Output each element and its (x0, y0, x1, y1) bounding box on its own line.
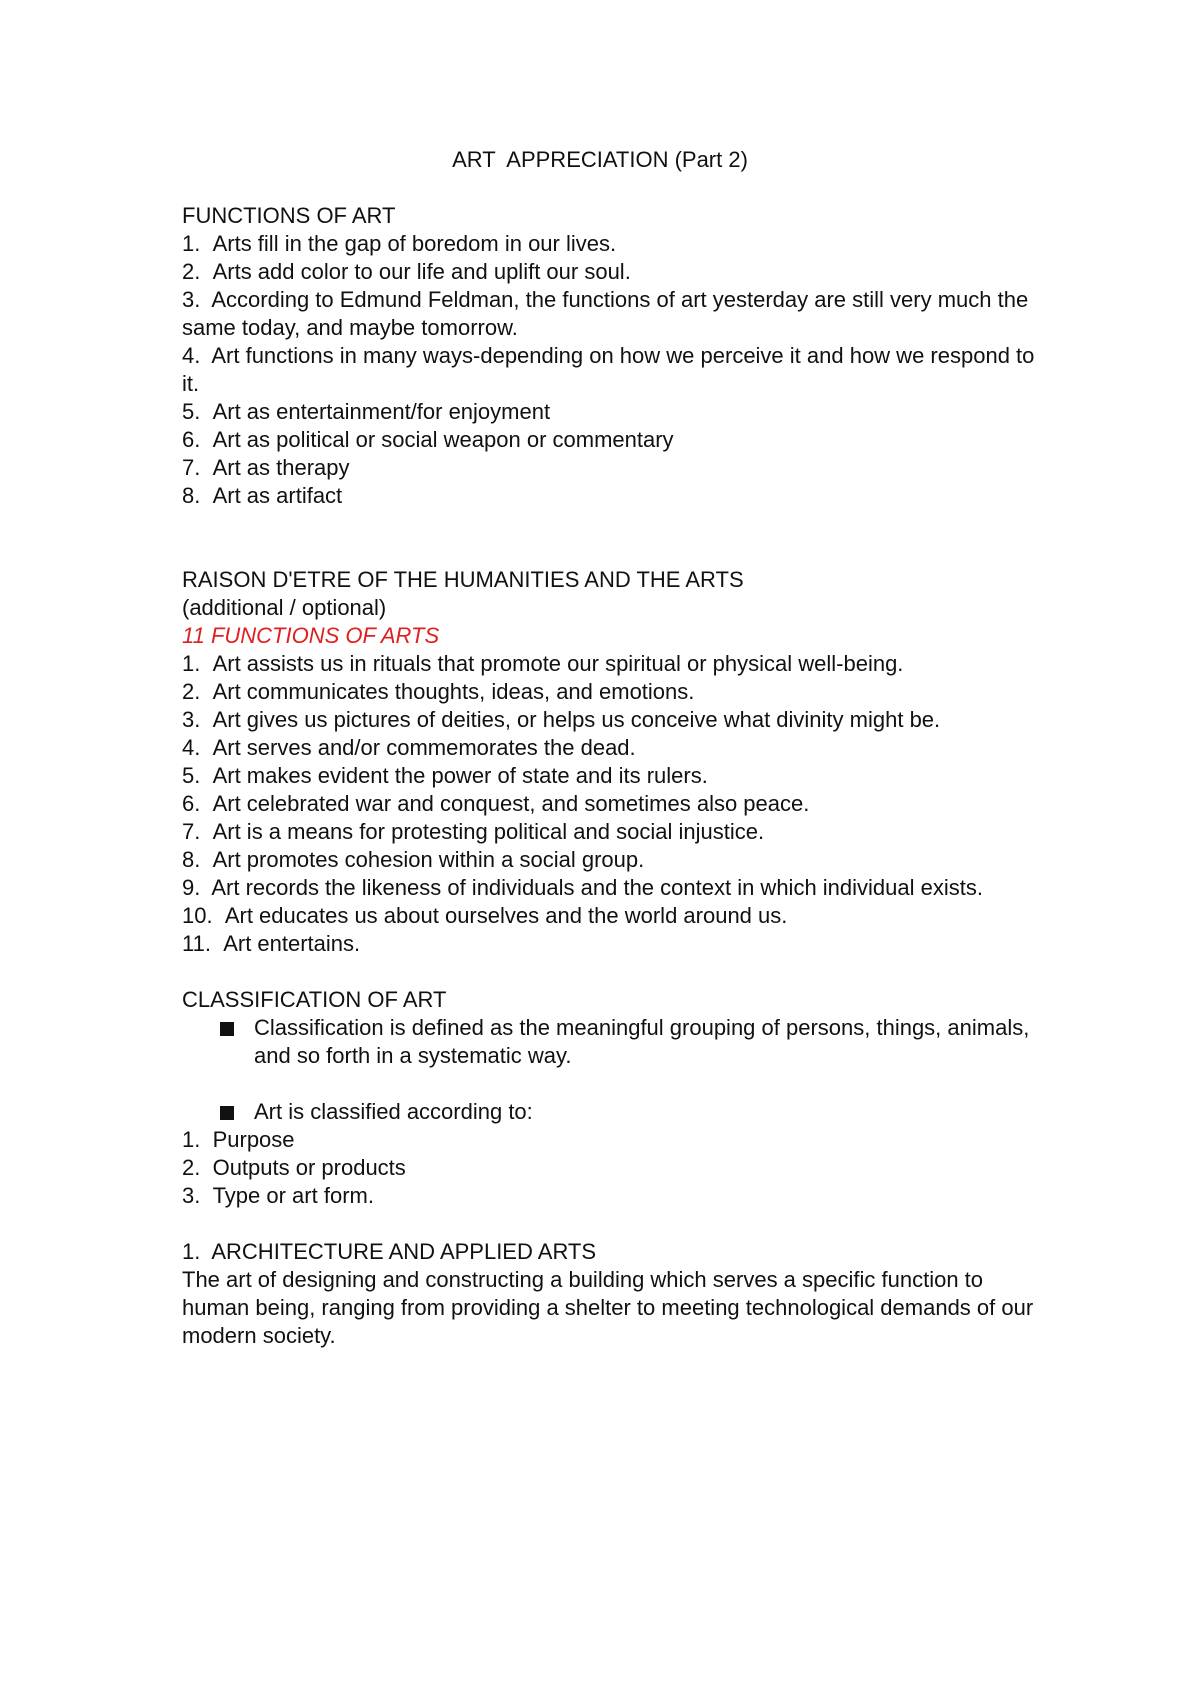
list-item: 4. Art serves and/or commemorates the dead. (182, 735, 636, 760)
section-note: (additional / optional) (182, 595, 387, 620)
spacer (182, 1210, 1042, 1238)
list-item: 2. Art communicates thoughts, ideas, and emotions. (182, 679, 695, 704)
list-item: 3. Art gives us pictures of deities, or helps us conceive what divinity might be. (182, 707, 941, 732)
bullet-item: Classification is defined as the meaningful grouping of persons, things, animals, and so forth in a systematic way. (182, 1014, 1042, 1070)
list-item: 6. Art as political or social weapon or commentary (182, 427, 674, 452)
list-item: 6. Art celebrated war and conquest, and sometimes also peace. (182, 791, 810, 816)
list-item: 2. Outputs or products (182, 1155, 406, 1180)
list-item: 1. Purpose (182, 1127, 295, 1152)
list-item: 8. Art promotes cohesion within a social group. (182, 847, 645, 872)
section-heading-classification: CLASSIFICATION OF ART (182, 987, 447, 1012)
list-item: 11. Art entertains. (182, 931, 361, 956)
classification-list (182, 1126, 1042, 1210)
list-item: 1. Art assists us in rituals that promote our spiritual or physical well-being. (182, 651, 904, 676)
document-title: ART APPRECIATION (Part 2) (452, 147, 748, 172)
list-item: 3. According to Edmund Feldman, the functions of art yesterday are still very much the same today, and maybe tomorrow. (182, 287, 1029, 340)
list-item: 2. Arts add color to our life and uplift our soul. (182, 259, 631, 284)
bullet-item: Art is classified according to: (182, 1098, 1042, 1126)
document-body (182, 202, 1042, 1350)
list-item: 9. Art records the likeness of individuals and the context in which individual exists. (182, 875, 983, 900)
square-bullet-icon (220, 1098, 254, 1126)
list-item: 3. Type or art form. (182, 1183, 374, 1208)
document-title-wrap (0, 146, 1200, 174)
section-heading-raison-detre: RAISON D'ETRE OF THE HUMANITIES AND THE ARTS (182, 567, 744, 592)
section-heading-architecture: 1. ARCHITECTURE AND APPLIED ARTS (182, 1239, 597, 1264)
section-subheading-red: 11 FUNCTIONS OF ARTS (182, 623, 440, 648)
list-item: 5. Art as entertainment/for enjoyment (182, 399, 551, 424)
spacer (182, 510, 1042, 566)
list-item: 4. Art functions in many ways-depending on how we perceive it and how we respond to it. (182, 343, 1035, 396)
architecture-paragraph: The art of designing and constructing a building which serves a specific function to human being, ranging from providing a shelter to meeting technological demands of our modern society. (182, 1267, 1040, 1348)
list-item: 1. Arts fill in the gap of boredom in our lives. (182, 231, 617, 256)
functions-list (182, 230, 1042, 510)
list-item: 5. Art makes evident the power of state and its rulers. (182, 763, 708, 788)
eleven-functions-list (182, 650, 1042, 958)
list-item: 7. Art is a means for protesting political and social injustice. (182, 819, 765, 844)
square-bullet-icon (220, 1014, 254, 1070)
spacer (182, 958, 1042, 986)
spacer (182, 1070, 1042, 1098)
list-item: 8. Art as artifact (182, 483, 343, 508)
section-heading-functions: FUNCTIONS OF ART (182, 203, 396, 228)
list-item: 7. Art as therapy (182, 455, 350, 480)
list-item: 10. Art educates us about ourselves and the world around us. (182, 903, 788, 928)
